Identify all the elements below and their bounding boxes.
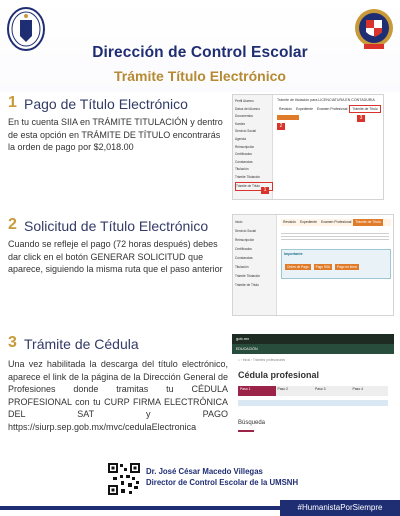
marker: 3 <box>357 115 365 122</box>
section-request <box>0 214 400 324</box>
step-number: 1 <box>8 94 17 111</box>
gob-topbar: gob.mx <box>232 334 394 344</box>
notice-text-lines <box>281 231 389 241</box>
tab-tramite-titulo[interactable]: Trámite de Título <box>355 220 381 224</box>
section-body: En tu cuenta SIIA en TRÁMITE TITULACIÓN y dentro de esta opción en TRÁMITE DE TÍTULO encontrarás la orden de pago por $2,018.00 <box>8 117 223 152</box>
tab-examen[interactable]: Examen Profesional <box>316 107 348 111</box>
menu-item[interactable]: Titulación <box>235 167 249 172</box>
siia-tabs <box>277 105 381 113</box>
step-3[interactable]: Paso 3 <box>313 386 351 396</box>
step-number: 2 <box>8 216 17 233</box>
menu-item[interactable]: Trámite Titulación <box>235 274 261 278</box>
menu-item[interactable]: Constancias <box>235 159 253 164</box>
section-payment <box>0 94 400 214</box>
step-2[interactable]: Paso 2 <box>276 386 314 396</box>
search-underline <box>238 430 254 432</box>
pay-siia-button[interactable]: Pago SIIA <box>315 265 330 269</box>
siia-request-screenshot <box>232 214 394 316</box>
page-subtitle: Trámite Título Electrónico <box>114 68 286 84</box>
menu-item[interactable]: Titulación <box>235 265 249 269</box>
step-number: 3 <box>8 334 17 351</box>
menu-item[interactable]: Documentos <box>235 114 253 119</box>
marker: 1 <box>261 187 269 194</box>
tab-expediente[interactable]: Expediente <box>300 220 317 224</box>
siia-tabs <box>281 219 391 226</box>
menu-item[interactable]: Servicio Social <box>235 129 256 134</box>
section-title: Pago de Título Electrónico <box>24 96 188 112</box>
section-title: Solicitud de Título Electrónico <box>24 218 209 234</box>
page-header <box>0 44 400 84</box>
tab-revision[interactable]: Revisión <box>279 107 293 111</box>
notice-buttons <box>285 264 359 270</box>
gob-education-bar: EDUCACIÓN <box>232 344 394 354</box>
siia-sidebar-menu <box>235 218 275 290</box>
marker: 2 <box>277 123 285 130</box>
gob-cedula-screenshot <box>232 334 394 444</box>
page-title: Dirección de Control Escolar <box>92 44 308 61</box>
siia-payment-screenshot <box>232 94 384 200</box>
notice-panel <box>281 249 391 279</box>
pay-online-button[interactable]: Pago en línea <box>336 265 357 269</box>
section-body: Una vez habilitada la descarga del título electrónico, aparece el link de la página de la Dirección General de Profesiones donde tramitas tu CÉDULA PROFESIONAL con tu CURP FIRMA ELECTRÓNICA DEL SAT y PAGO https://siurp.sep.gob.mx/mvc/cedulaElectronica <box>8 359 228 432</box>
info-banner <box>238 400 388 406</box>
menu-item[interactable]: Agenda <box>235 136 246 141</box>
breadcrumb: ⌂ › Inicio › Trámites profesionales <box>238 358 286 362</box>
menu-item[interactable]: Constancias <box>235 256 253 260</box>
menu-item[interactable]: Inicio <box>235 220 243 224</box>
menu-item-highlighted[interactable]: Trámite de Título <box>235 182 273 192</box>
notice-label: Importante <box>284 252 303 256</box>
cedula-heading: Cédula profesional <box>238 370 320 380</box>
order-button[interactable]: Orden de Pago <box>287 265 309 269</box>
director-name: Dr. José César Macedo Villegas <box>146 467 263 476</box>
menu-item[interactable]: Certificados <box>235 247 252 251</box>
menu-item[interactable]: Perfil Alumno <box>235 99 254 103</box>
menu-item[interactable]: Datos del Alumno <box>235 106 260 111</box>
tab-revision[interactable]: Revisión <box>283 220 297 224</box>
hashtag-badge: #HumanistaPorSiempre <box>280 500 400 516</box>
qr-code-icon <box>107 462 141 496</box>
footer <box>0 456 400 516</box>
menu-item[interactable]: Trámite Titulación <box>235 174 261 179</box>
director-role: Director de Control Escolar de la UMSNH <box>146 478 299 487</box>
tab-expediente[interactable]: Expediente <box>296 107 313 111</box>
order-button[interactable] <box>277 115 299 120</box>
steps-bar <box>238 386 388 396</box>
menu-item[interactable]: Reinscripción <box>235 144 255 149</box>
menu-item[interactable]: Kardex <box>235 121 246 126</box>
section-body: Cuando se refleje el pago (72 horas después) debes dar click en el botón GENERAR SOLICITUD que aparece, siguiendo la misma ruta que el paso anterior <box>8 239 223 274</box>
menu-item[interactable]: Servicio Social <box>235 229 256 233</box>
menu-item[interactable]: Certificados <box>235 152 252 157</box>
section-title: Trámite de Cédula <box>24 336 139 352</box>
step-1[interactable]: Paso 1 <box>238 386 276 396</box>
section-license <box>0 334 400 454</box>
menu-item[interactable]: Trámite de Título <box>235 283 259 287</box>
signature-block <box>146 466 298 488</box>
footer-accent-line <box>0 506 290 510</box>
search-heading: Búsqueda <box>238 420 266 426</box>
siia-sidebar-menu <box>235 98 273 191</box>
tab-examen[interactable]: Examen Profesional <box>320 220 352 224</box>
step-4[interactable]: Paso 4 <box>351 386 389 396</box>
tab-tramite-titulo[interactable]: Trámite de Título <box>349 105 380 113</box>
siia-heading: Trámite de titulación para LICENCIATURA EN CONTADURIA <box>277 98 375 102</box>
menu-item[interactable]: Reinscripción <box>235 238 255 242</box>
